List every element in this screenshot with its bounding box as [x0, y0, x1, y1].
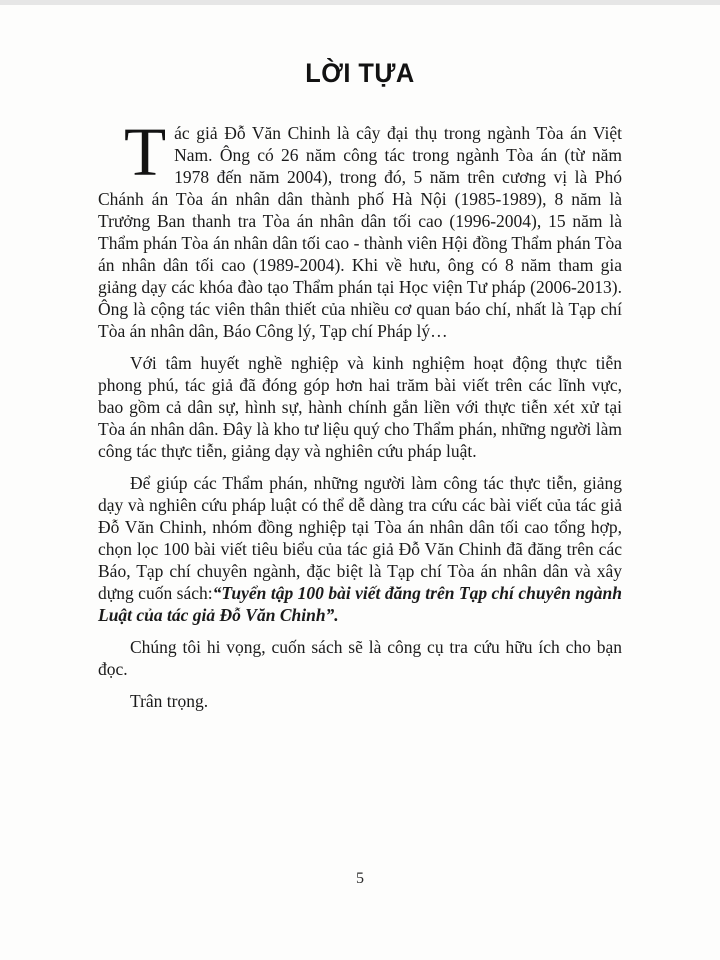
- scan-edge-top: [0, 0, 720, 5]
- paragraph-4: Chúng tôi hi vọng, cuốn sách sẽ là công cụ tra cứu hữu ích cho bạn đọc.: [98, 637, 622, 679]
- page-number: 5: [356, 870, 364, 887]
- paragraph-3: [98, 472, 622, 626]
- paragraph-5: Trân trọng.: [130, 691, 209, 711]
- paragraph-1: [98, 114, 622, 342]
- page-title: LỜI TỰA: [305, 58, 415, 88]
- paragraph-1-text: ác giả Đỗ Văn Chinh là cây đại thụ trong ngành Tòa án Việt Nam. Ông có 26 năm công tác trong ngành Tòa án (từ năm 1978 đến năm 2004), trong đó, 5 năm trên cương vị là Phó Chánh án Tòa án nhân dân thành phố Hà Nội (1985-1989), 8 năm là Trưởng Ban thanh tra Tòa án nhân dân tối cao (1996-2004), 15 năm là Thẩm phán Tòa án nhân dân tối cao - thành viên Hội đồng Thẩm phán Tòa án nhân dân tối cao (1989-2004). Khi về hưu, ông có 8 năm tham gia giảng dạy các khóa đào tạo Thẩm phán tại Học viện Tư pháp (2006-2013). Ông là cộng tác viên thân thiết của nhiều cơ quan báo chí, nhất là Tạp chí Tòa án nhân dân, Báo Công lý, Tạp chí Pháp lý…: [98, 123, 622, 341]
- paragraph-2: Với tâm huyết nghề nghiệp và kinh nghiệm hoạt động thực tiễn phong phú, tác giả đã đóng góp hơn hai trăm bài viết trên các lĩnh vực, bao gồm cả dân sự, hình sự, hành chính gắn liền với thực tiễn xét xử tại Tòa án nhân dân. Đây là kho tư liệu quý cho Thẩm phán, những người làm công tác thực tiễn, giảng dạy và nghiên cứu pháp luật.: [98, 353, 622, 461]
- preface-content: [98, 114, 622, 722]
- paragraph-3-text: Để giúp các Thẩm phán, những người làm công tác thực tiễn, giảng dạy và nghiên cứu pháp luật có thể dễ dàng tra cứu các bài viết của tác giả Đỗ Văn Chinh, nhóm đồng nghiệp tại Tòa án nhân dân tối cao tổng hợp, chọn lọc 100 bài viết tiêu biểu của tác giả Đỗ Văn Chinh đã đăng trên các Báo, Tạp chí chuyên ngành, đặc biệt là Tạp chí Tòa án nhân dân và xây dựng cuốn sách:: [98, 473, 622, 603]
- dropcap-letter: T: [124, 114, 167, 190]
- book-title-emphasis: “Tuyển tập 100 bài viết đăng trên Tạp chí chuyên ngành Luật của tác giả Đỗ Văn Chinh”.: [98, 583, 622, 625]
